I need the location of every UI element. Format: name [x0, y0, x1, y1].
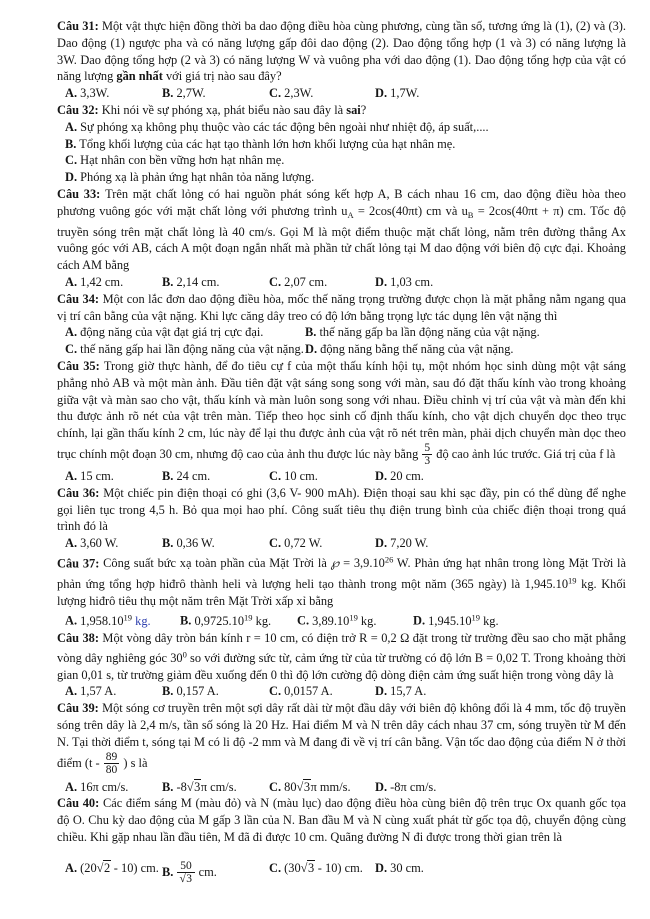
option-text: 0,9725.10$^{19}$ kg.	[191, 612, 272, 628]
answer-option	[162, 535, 269, 552]
answer-option	[269, 85, 375, 102]
option-text: động năng của vật đạt giá trị cực đại.	[77, 325, 264, 340]
question-q31	[57, 18, 626, 102]
question-body: Một chiếc pin điện thoại có ghi (3,6 V- 900 mAh). Điện thoại sau khi sạc đầy, pin có thể dùng để nghe gọi liên tục trong 4,5 h. Bỏ qua mọi hao phí. Công suất tiêu thụ điện trung bình của chiếc điện thoại trong quá trình đó là	[57, 485, 626, 534]
option-letter: D.	[375, 536, 388, 551]
option-letter: B.	[162, 274, 174, 289]
answer-option	[65, 860, 162, 886]
answer-option	[65, 609, 180, 629]
answer-option	[180, 609, 297, 629]
question-number: Câu 31:	[57, 19, 102, 33]
answer-option	[269, 683, 375, 700]
option-letter: A.	[65, 860, 78, 875]
answer-option	[413, 609, 626, 629]
option-letter: A.	[65, 119, 78, 134]
answer-options	[57, 535, 626, 552]
option-text: 3,89.10$^{19}$ kg.	[309, 612, 377, 628]
option-letter: B.	[162, 779, 174, 794]
answer-option	[65, 274, 162, 291]
option-text: Hạt nhân con bền vững hơn hạt nhân mẹ.	[77, 153, 285, 168]
option-letter: D.	[375, 274, 388, 289]
question-q32	[57, 102, 626, 186]
question-text	[57, 630, 626, 684]
question-number: Câu 35:	[57, 358, 104, 373]
option-text: (30√3 - 10) cm.	[281, 860, 363, 875]
option-text: -8π cm/s.	[387, 779, 437, 794]
option-text: Phóng xạ là phản ứng hạt nhân tỏa năng lượng.	[77, 170, 315, 185]
option-text: 24 cm.	[173, 468, 211, 483]
question-number: Câu 40:	[57, 796, 103, 811]
fraction: $\frac{5}{3}$	[424, 441, 431, 468]
fraction: $\frac{50}{√3}$	[176, 860, 195, 886]
question-number: Câu 34:	[57, 291, 103, 306]
question-q35	[57, 358, 626, 485]
option-letter: D.	[305, 342, 318, 357]
question-text	[57, 291, 626, 325]
option-text: 1,958.10$^{19}$ kg.	[77, 612, 151, 628]
option-letter: D.	[375, 86, 388, 101]
answer-option	[375, 860, 626, 886]
question-body: Một con lắc đơn dao động điều hòa, mốc thế năng trọng trường được chọn là mặt phẳng nằm ngang qua vị trí cân bằng của vật nặng. Khi lực căng dây treo có độ lớn bằng trọng lực tác dụng lên vật nặng thì	[57, 291, 626, 323]
square-root: √2	[96, 860, 111, 875]
option-letter: C.	[65, 342, 78, 357]
option-letter: B.	[162, 864, 174, 879]
answer-options	[57, 119, 626, 186]
option-text: thế năng gấp ba lần động năng của vật nặng.	[316, 325, 540, 340]
answer-option	[65, 169, 626, 186]
answer-options	[57, 609, 626, 629]
answer-option	[375, 468, 626, 485]
answer-option	[162, 85, 269, 102]
option-letter: C.	[269, 86, 282, 101]
option-text: 0,72 W.	[281, 536, 323, 551]
answer-options	[57, 324, 626, 358]
question-text	[57, 18, 626, 85]
option-text: 16π cm/s.	[77, 779, 129, 794]
question-text	[57, 485, 626, 535]
answer-option	[375, 274, 626, 291]
question-q40	[57, 795, 626, 885]
answer-option	[162, 274, 269, 291]
answer-option	[269, 274, 375, 291]
answer-option	[162, 860, 269, 886]
option-letter: C.	[269, 860, 282, 875]
answer-options	[57, 779, 626, 796]
option-text: 0,0157 A.	[281, 684, 333, 699]
question-number: Câu 36:	[57, 485, 104, 500]
answer-options	[57, 683, 626, 700]
option-letter: A.	[65, 86, 78, 101]
question-text	[57, 552, 626, 609]
answer-options	[57, 85, 626, 102]
answer-option	[269, 535, 375, 552]
question-body: Trên mặt chất lỏng có hai nguồn phát sóng kết hợp A, B cách nhau 16 cm, dao động điều hòa theo phương vuông góc với mặt chất lỏng với phương trình $u_A = 2\cos(40\pi t)$ cm và $u_B = 2\cos(40\pi t + \pi)$ cm. Tốc độ truyền sóng trên mặt chất lỏng là 40 cm/s. Gọi M là một điểm thuộc mặt chất lỏng, nằm trên đường thẳng Ax vuông góc với AB, cách A một đoạn ngắn nhất mà phần tử chất lỏng tại M dao động với biên độ cực đại. Khoảng cách AM bằng	[57, 186, 626, 273]
question-text	[57, 700, 626, 776]
question-body: Một sóng cơ truyền trên một sợi dây rất dài từ một đầu dây với biên độ không đổi là 4 mm, tốc độ truyền sóng trên dây là 2,4 m/s, tần số sóng là 20 Hz. Hai điểm M và N trên dây cách nhau 37 cm, sóng truyền từ M đến N. Tại thời điểm t, sóng tại M có li độ -2 mm và M đang đi về vị trí cân bằng. Vận tốc dao động của điểm N ở thời điểm (t - $\frac{89}{80}$ ) s là	[57, 701, 626, 777]
question-body: Một vật thực hiện đồng thời ba dao động điều hòa cùng phương, cùng tần số, tương ứng là (1), (2) và (3). Dao động (1) ngược pha và có năng lượng gấp đôi dao động (2). Dao động tổng hợp (1 và 3) có năng lượng là 3W. Dao động tổng hợp (2 và 3) có năng lượng W và vuông pha với dao động (1). Dao động tổng hợp của vật có năng lượng gần nhất với giá trị nào sau đây?	[57, 19, 626, 84]
answer-option	[375, 535, 626, 552]
question-q37	[57, 552, 626, 630]
option-letter: C.	[65, 153, 78, 168]
option-letter: B.	[162, 86, 174, 101]
option-letter: A.	[65, 468, 78, 483]
question-q33	[57, 186, 626, 291]
answer-option	[65, 468, 162, 485]
answer-option	[65, 152, 626, 169]
answer-option	[269, 779, 375, 796]
option-letter: D.	[375, 684, 388, 699]
answer-option	[375, 85, 626, 102]
option-letter: B.	[65, 136, 77, 151]
question-number: Câu 38:	[57, 630, 103, 645]
question-q34	[57, 291, 626, 358]
option-text: 1,945.10$^{19}$ kg.	[425, 612, 499, 628]
question-body: Công suất bức xạ toàn phần của Mặt Trời là ℘ = $3,9.10^{26}$ W. Phản ứng hạt nhân trong lòng Mặt Trời là phản ứng tổng hợp hiđrô thành heli và lượng heli tạo thành trong một năm (365 ngày) là 1,945.10$^{19}$ kg. Khối lượng hiđrô tiêu thụ một năm trên Mặt Trời xấp xỉ bằng	[57, 554, 626, 608]
option-text: $\frac{50}{√3}$ cm.	[173, 865, 217, 879]
option-letter: A.	[65, 684, 78, 699]
answer-option	[305, 341, 626, 358]
option-text: 2,14 cm.	[173, 274, 220, 289]
answer-option	[65, 683, 162, 700]
answer-options	[57, 274, 626, 291]
question-number: Câu 33:	[57, 186, 106, 201]
option-letter: C.	[269, 468, 282, 483]
answer-option	[65, 535, 162, 552]
answer-option	[305, 324, 626, 341]
option-letter: C.	[269, 274, 282, 289]
question-body: Một vòng dây tròn bán kính r = 10 cm, có điện trở R = 0,2 Ω đặt trong từ trường đều sao cho mặt phẳng vòng dây nghiêng góc $30^0$ so với đường sức từ, cảm ứng từ của từ trường có độ lớn B = 0,02 T. Trong khoảng thời gian 0,01 s, từ trường giảm đều xuống đến 0 thì độ lớn cường độ dòng điện cảm ứng suất hiện trong vòng dây là	[57, 630, 627, 682]
answer-option	[65, 324, 305, 341]
question-body: Các điểm sáng M (màu đỏ) và N (màu lục) dao động điều hòa cùng biên độ trên trục Ox quanh gốc tọa độ O. Chu kỳ dao động của M gấp 3 lần của N. Ban đầu M và N cùng xuất phát từ gốc tọa độ, chuyển động cùng chiều. Khi gặp nhau lần đầu tiên, M đã đi được 10 cm. Quãng đường N đi được trong thời gian trên là	[57, 796, 626, 845]
answer-option	[375, 779, 626, 796]
option-text: 7,20 W.	[387, 536, 429, 551]
question-q38	[57, 630, 626, 701]
option-letter: D.	[413, 613, 426, 628]
question-text	[57, 358, 626, 468]
answer-options	[57, 468, 626, 485]
answer-options	[57, 860, 626, 886]
option-text: Sự phóng xạ không phụ thuộc vào các tác động bên ngoài như nhiệt độ, áp suất,....	[77, 119, 489, 134]
option-letter: C.	[269, 684, 282, 699]
option-letter: D.	[375, 468, 388, 483]
square-root: √3	[300, 860, 315, 875]
question-text	[57, 102, 626, 119]
option-letter: C.	[269, 779, 282, 794]
option-letter: D.	[375, 860, 388, 875]
answer-option	[269, 860, 375, 886]
answer-option	[65, 119, 626, 136]
question-body: Trong giờ thực hành, để đo tiêu cự f của một thấu kính hội tụ, một nhóm học sinh dùng một vật sáng phẳng nhỏ AB và một màn ảnh. Đầu tiên đặt vật sáng song song với màn, sau đó đặt thấu kính vào trong khoảng giữa vật và màn sao cho vật, thấu kính và màn luôn song song với nhau. Điều chỉnh vị trí của vật và màn đến khi thu được ảnh rõ nét của vật trên màn. Tiếp theo học sinh cố định thấu kính, cho vật dịch chuyển dọc theo trục chính, lại gần thấu kính 2 cm, lúc này để lại thu được ảnh của vật rõ nét trên màn, phải dịch chuyển màn dọc theo trục chính một đoạn 30 cm, nhưng độ cao của ảnh thu được lúc này bằng $\frac{5}{3}$ độ cao ảnh lúc trước. Giá trị của f là	[57, 358, 627, 468]
option-text: Tổng khối lượng của các hạt tạo thành lớn hơn khối lượng của hạt nhân mẹ.	[76, 136, 456, 151]
option-text: thế năng gấp hai lần động năng của vật nặng.	[77, 342, 304, 357]
option-letter: D.	[65, 170, 78, 185]
answer-option	[162, 779, 269, 796]
option-text: 10 cm.	[281, 468, 318, 483]
option-text: động năng bằng thế năng của vật nặng.	[317, 342, 514, 357]
option-letter: A.	[65, 325, 78, 340]
option-letter: B.	[162, 468, 174, 483]
option-letter: B.	[162, 536, 174, 551]
option-text: 30 cm.	[387, 860, 424, 875]
option-text: (20√2 - 10) cm.	[77, 860, 159, 875]
question-q39	[57, 700, 626, 795]
question-q36	[57, 485, 626, 552]
option-letter: C.	[269, 536, 282, 551]
option-text: 80√3π mm/s.	[281, 779, 351, 794]
answer-option	[65, 779, 162, 796]
square-root: √3	[296, 779, 311, 794]
answer-option	[162, 683, 269, 700]
fraction: $\frac{89}{80}$	[105, 750, 118, 777]
answer-option	[65, 136, 626, 153]
option-text: 3,60 W.	[77, 536, 119, 551]
option-text: 0,157 A.	[173, 684, 219, 699]
answer-option	[269, 468, 375, 485]
option-letter: B.	[305, 325, 317, 340]
option-letter: A.	[65, 274, 78, 289]
option-letter: A.	[65, 613, 78, 628]
option-text: 1,42 cm.	[77, 274, 124, 289]
option-text: 2,7W.	[173, 86, 206, 101]
square-root: √3	[186, 779, 201, 794]
option-text: 1,03 cm.	[387, 274, 434, 289]
answer-option	[375, 683, 626, 700]
question-number: Câu 32:	[57, 102, 102, 117]
question-text	[57, 795, 626, 845]
answer-option	[65, 85, 162, 102]
option-letter: B.	[162, 684, 174, 699]
option-letter: D.	[375, 779, 388, 794]
question-number: Câu 37:	[57, 556, 104, 571]
option-letter: C.	[297, 613, 310, 628]
answer-option	[297, 609, 413, 629]
option-text: 15 cm.	[77, 468, 114, 483]
option-text: -8√3π cm/s.	[173, 779, 237, 794]
option-letter: A.	[65, 779, 78, 794]
option-text: 3,3W.	[77, 86, 110, 101]
option-text: 1,7W.	[387, 86, 420, 101]
answer-option	[65, 341, 305, 358]
option-letter: A.	[65, 536, 78, 551]
option-text: 2,3W.	[281, 86, 314, 101]
answer-option	[162, 468, 269, 485]
question-body: Khi nói về sự phóng xạ, phát biểu nào sau đây là sai?	[101, 102, 367, 117]
option-text: 2,07 cm.	[281, 274, 328, 289]
option-text: 15,7 A.	[387, 684, 427, 699]
option-text: 20 cm.	[387, 468, 424, 483]
question-text	[57, 186, 626, 274]
question-number: Câu 39:	[57, 701, 103, 716]
option-text: 1,57 A.	[77, 684, 117, 699]
square-root: √3	[179, 873, 193, 886]
option-letter: B.	[180, 613, 192, 628]
option-text: 0,36 W.	[173, 536, 215, 551]
